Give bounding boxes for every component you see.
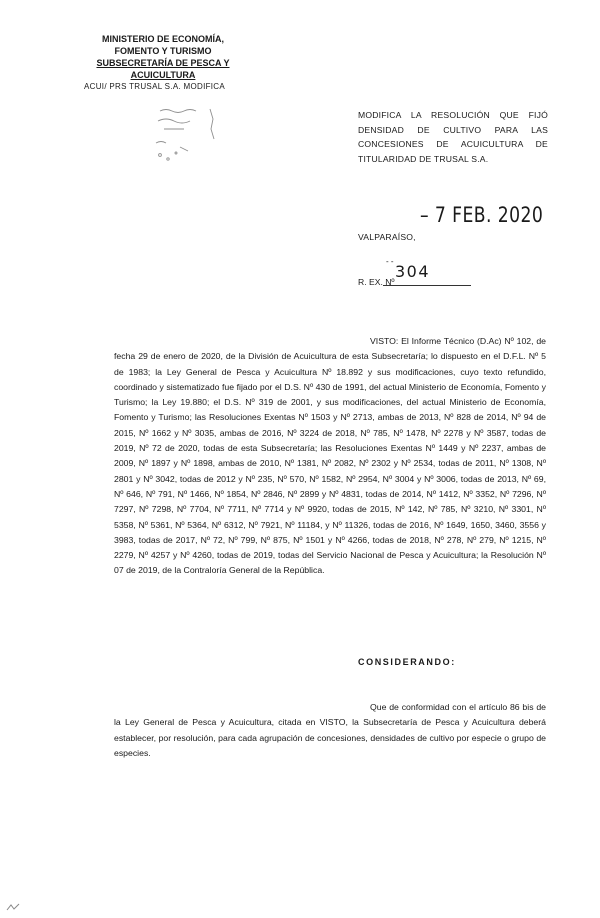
- subsecretaria-name: SUBSECRETARÍA DE PESCA Y ACUICULTURA: [96, 58, 230, 80]
- ministry-name-line2: FOMENTO Y TURISMO: [114, 46, 212, 56]
- considerando-heading: CONSIDERANDO:: [358, 657, 456, 667]
- resolution-subject: MODIFICA LA RESOLUCIÓN QUE FIJÓ DENSIDAD DE CULTIVO PARA LAS CONCESIONES DE ACUICULTURA DE TITULARIDAD DE TRUSAL S.A.: [358, 110, 548, 164]
- corner-mark: [6, 902, 20, 912]
- resolution-label: R. EX. Nº: [358, 277, 395, 287]
- handwritten-mark: - -: [386, 257, 394, 266]
- document-reference: ACUI/ PRS TRUSAL S.A. MODIFICA: [84, 82, 226, 91]
- resolution-number-line: [383, 285, 471, 286]
- ministry-name-line1: MINISTERIO DE ECONOMÍA,: [101, 34, 224, 44]
- resolution-number: 304: [395, 262, 431, 281]
- considerando-paragraph-1: Que de conformidad con el artículo 86 bis de la Ley General de Pesca y Acuicultura, citada en VISTO, la Subsecretaría de Pesca y Acuicultura deberá establecer, por resolución, para cada agrupación de concesiones, densidades de cultivo por especie o grupo de especies.: [114, 702, 546, 758]
- ministry-header: [68, 33, 258, 93]
- date-stamp: – 7 FEB. 2020: [420, 203, 544, 227]
- place-label: VALPARAÍSO,: [358, 232, 416, 242]
- visto-paragraph: VISTO: El Informe Técnico (D.Ac) Nº 102, de fecha 29 de enero de 2020, de la División de Acuicultura de esta Subsecretaría; lo dispuesto en el D.F.L. Nº 5 de 1983; la Ley General de Pesca y Acuicultura Nº 18.892 y sus modificaciones, cuyo texto refundido, coordinado y sistematizado fue fijado por el D.S. Nº 430 de 1991, del actual Ministerio de Economía, Fomento y Turismo; la Ley 19.880; el D.S. Nº 319 de 2001, y sus modificaciones, del actual Ministerio de Economía, Fomento y Turismo; las Resoluciones Exentas Nº 1503 y Nº 2713, ambas de 2013, Nº 828 de 2014, Nº 94 de 2015, Nº 1662 y Nº 3035, ambas de 2016, Nº 3224 de 2018, Nº 785, Nº 1478, Nº 2278 y Nº 3587, todas de 2019, Nº 72 de 2020, todas de esta Subsecretaría; las Resoluciones Exentas Nº 1449 y Nº 2237, ambas de 2009, Nº 1897 y Nº 1898, ambas de 2010, Nº 1381, Nº 2082, Nº 2302 y Nº 2534, todas de 2011, Nº 1308, Nº 2801 y Nº 3042, todas de 2012 y Nº 235, Nº 570, Nº 1582, Nº 2954, Nº 3004 y Nº 3006, todas de 2013, Nº 69, Nº 646, Nº 791, Nº 1466, Nº 1854, Nº 2846, Nº 2899 y Nº 4831, todas de 2014, Nº 1412, Nº 3352, Nº 7296, Nº 7297, Nº 7298, Nº 7704, Nº 7711, Nº 7714 y Nº 9920, todas de 2015, Nº 142, Nº 785, Nº 3210, Nº 3301, Nº 5358, Nº 5361, Nº 5364, Nº 6312, Nº 7921, Nº 11184, y Nº 11326, todas de 2016, Nº 1649, 1650, 3460, 3556 y 3983, todas de 2017, Nº 72, Nº 799, Nº 875, Nº 1501 y Nº 4266, todas de 2018, Nº 278, Nº 279, Nº 1215, Nº 2279, Nº 4257 y Nº 4260, todas de 2019, todas del Servicio Nacional de Pesca y Acuicultura; la Resolución Nº 07 de 2019, de la Contraloría General de la República.: [114, 336, 546, 576]
- official-seal-stamp: [150, 103, 228, 165]
